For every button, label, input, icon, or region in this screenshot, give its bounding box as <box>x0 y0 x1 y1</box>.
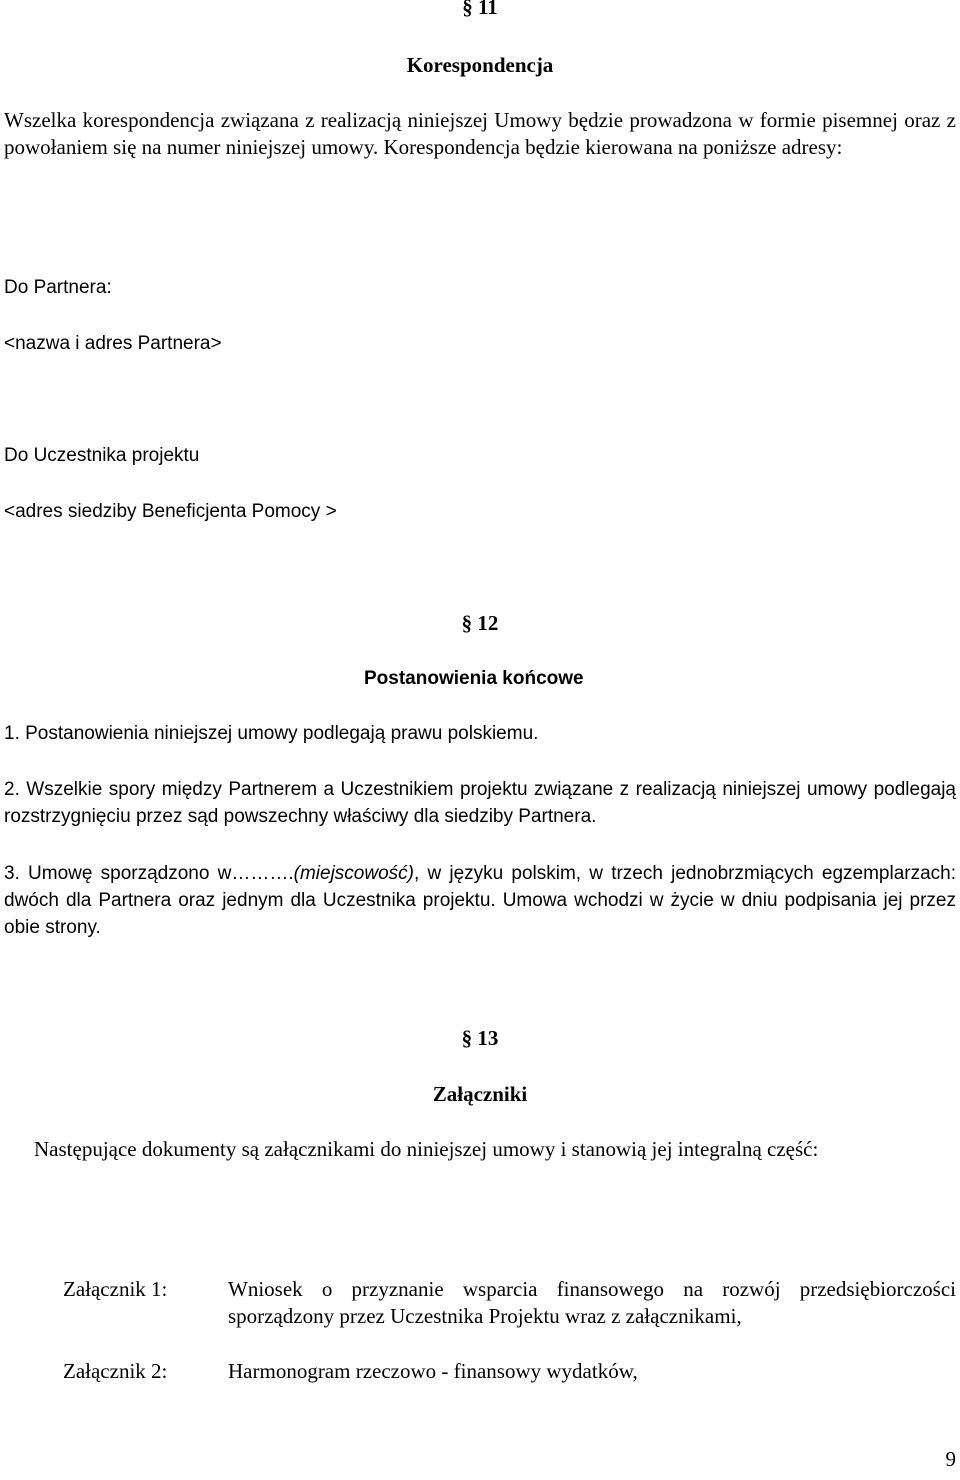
page-number: 9 <box>945 1447 956 1471</box>
attachment-text: Wniosek o przyznanie wsparcia finansowego na rozwój przedsiębiorczości sporządzony przez Uczestnika Projektu wraz z załącznikami, <box>228 1277 956 1328</box>
section-13-title: Załączniki <box>432 1082 528 1106</box>
place-placeholder: (miejscowość) <box>293 863 414 884</box>
section-12-number: § 12 <box>461 611 499 635</box>
section-13-number: § 13 <box>461 1026 499 1050</box>
section-12-paragraph-2: 2. Wszelkie spory między Partnerem a Uczestnikiem projektu związane z realizacją niniejszej umowy podlegają rozstrzygnięciu przez sąd powszechny właściwy dla siedziby Partnera. <box>4 779 956 827</box>
attachment-text: Harmonogram rzeczowo - finansowy wydatków, <box>228 1359 638 1383</box>
section-12-title: Postanowienia końcowe <box>364 668 584 689</box>
participant-address: <adres siedziby Beneficjenta Pomocy > <box>4 501 337 522</box>
partner-address: <nazwa i adres Partnera> <box>4 333 222 354</box>
section-11-number: § 11 <box>462 0 498 19</box>
section-12-paragraph-1: 1. Postanowienia niniejszej umowy podlegają prawu polskiemu. <box>4 723 539 744</box>
attachment-label: Załącznik 2: <box>63 1359 168 1383</box>
section-13-intro: Następujące dokumenty są załącznikami do niniejszej umowy i stanowią jej integralną część: <box>34 1137 819 1161</box>
section-11-intro: Wszelka korespondencja związana z realizacją niniejszej Umowy będzie prowadzona w formie pisemnej oraz z powołaniem się na numer niniejszej umowy. Korespondencja będzie kierowana na poniższe adresy: <box>4 108 956 159</box>
participant-label: Do Uczestnika projektu <box>4 445 200 466</box>
paragraph-3-start: 3. Umowę sporządzono w………. <box>4 863 294 884</box>
attachment-label: Załącznik 1: <box>63 1277 168 1301</box>
partner-label: Do Partnera: <box>4 277 112 298</box>
section-11-title: Korespondencja <box>406 53 554 77</box>
section-12-paragraph-3 <box>4 860 956 941</box>
paragraph-3-end: , w języku polskim, w trzech jednobrzmiących egzemplarzach: dwóch dla Partnera oraz jednym dla Uczestnika projektu. Umowa wchodzi w życie w dniu podpisania jej przez obie strony. <box>4 863 956 938</box>
